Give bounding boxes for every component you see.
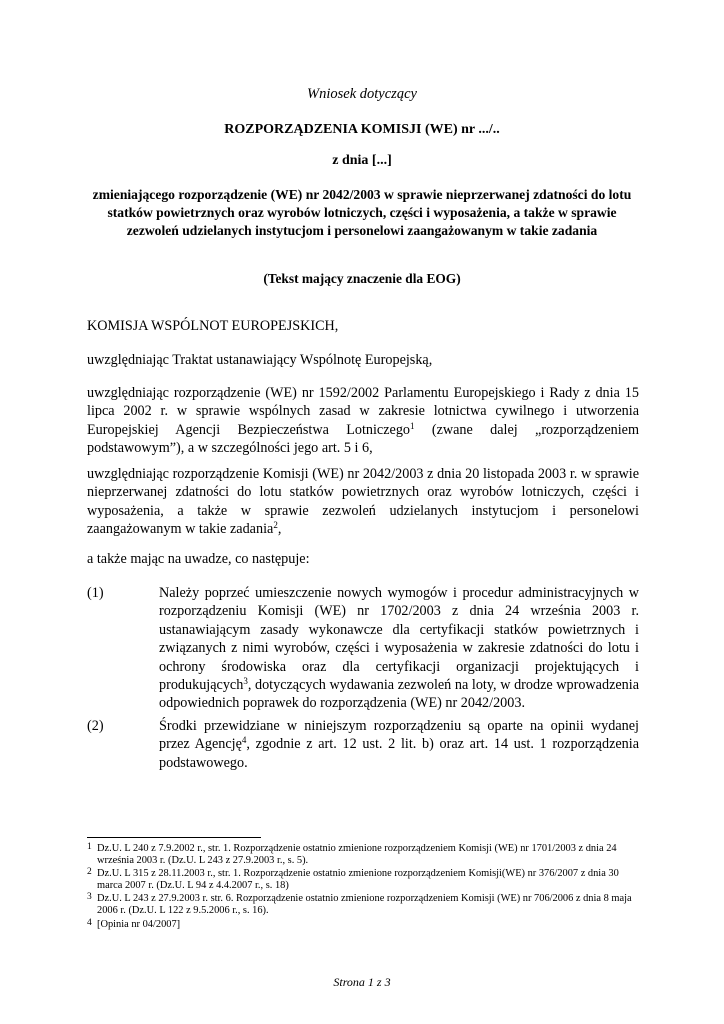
footnote-ref: 4 [241,735,247,746]
footnote-text: Dz.U. L 315 z 28.11.2003 r., str. 1. Rozporządzenie ostatnio zmienione rozporządzeniem Komisji(WE) nr 376/2007 z dnia 30 marca 2007 r. (Dz.U. L 94 z 4.4.2007 r., s. 18) [97,868,619,892]
recital-number: (2) [87,718,104,734]
proposal-intro: Wniosek dotyczący [307,86,417,102]
footnote-text: Dz.U. L 243 z 27.9.2003 r. str. 6. Rozporządzenie ostatnio zmienione rozporządzeniem Komisji (WE) nr 706/2006 z dnia 8 maja 2006 r. (Dz.U. L 122 z 9.5.2006 r., s. 16). [97,893,632,917]
footnote-separator [87,837,261,838]
footnote-text: [Opinia nr 04/2007] [97,919,181,930]
footnote-number: 4 [87,918,92,928]
footnote-number: 1 [87,842,92,852]
citation-text: uwzględniając rozporządzenie (WE) nr 1592/2002 Parlamentu Europejskiego i Rady z dnia 15 lipca 2002 r. w sprawie wspólnych zasad w zakresie lotnictwa cywilnego i utworzenia Europejskiej Agencji Bezpieczeństwa Lotniczego [87,385,639,438]
recital-number: (1) [87,585,104,601]
footnote-text: Dz.U. L 240 z 7.9.2002 r., str. 1. Rozporządzenie ostatnio zmienione rozporządzeniem Komisji (WE) nr 1701/2003 z dnia 24 września 2003 r. (Dz.U. L 243 z 27.9.2003 r., s. 5). [97,843,617,867]
citation-treaty: uwzględniając Traktat ustanawiający Wspólnotę Europejską, [87,352,433,368]
recital-text-end: , zgodnie z art. 12 ust. 2 lit. b) oraz art. 14 ust. 1 rozporządzenia podstawowego. [159,736,639,771]
institution: KOMISJA WSPÓLNOT EUROPEJSKICH, [87,318,339,334]
citation-basic-regulation [87,384,639,458]
whereas-clause: a także mając na uwadze, co następuje: [87,551,310,567]
recital-text [159,584,639,713]
citation-text-end: (zwane dalej „rozporządzeniem podstawowym”), a w szczególności jego art. 5 i 6, [87,421,639,457]
regulation-title: ROZPORZĄDZENIA KOMISJI (WE) nr .../.. [224,122,500,137]
page-number: Strona 1 z 3 [333,975,391,989]
footnote-ref: 1 [410,420,415,431]
recital-text-end: , dotyczących wydawania zezwoleń na loty, w drodze wprowadzenia odpowiednich poprawek do rozporządzenia (WE) nr 2042/2003. [159,677,639,712]
footnote-ref: 2 [273,520,278,531]
footnote-number: 3 [87,892,92,902]
eea-relevance: (Tekst mający znaczenie dla EOG) [263,271,461,286]
footnote-number: 2 [87,867,92,877]
regulation-subject: zmieniającego rozporządzenie (WE) nr 2042/2003 w sprawie nieprzerwanej zdatności do lotu statków powietrznych oraz wyrobów lotniczych, części i wyposażenia, a także w sprawie zezwoleń udzielanych instytucjom i personelowi zaangażowanym w takie zadania [92,187,632,238]
footnote-ref: 3 [243,676,248,687]
citation-regulation-2042 [87,465,639,539]
citation-text: uwzględniając rozporządzenie Komisji (WE) nr 2042/2003 z dnia 20 listopada 2003 r. w sprawie nieprzerwanej zdatności do lotu statków powietrznych oraz wyrobów lotniczych, części i wyposażenia, a także w sprawie zezwoleń udzielanych instytucjom i personelowi zaangażowanym w takie zadania [87,466,639,538]
recital-text-body: Należy poprzeć umieszczenie nowych wymogów i procedur administracyjnych w rozporządzeniu Komisji (WE) nr 1702/2003 z dnia 24 września 2003 r. ustanawiającym zasady wykonawcze dla certyfikacji statków powietrznych i związanych z nimi wyrobów, części i wyposażenia w zakresie zdatności do lotu i ochrony środowiska oraz dla certyfikacji organizacji projektujących i produkujących [159,585,639,694]
recital-text-body: Środki przewidziane w niniejszym rozporządzeniu są oparte na opinii wydanej przez Agencję [159,718,639,753]
citation-text-end: , [277,521,282,538]
regulation-date: z dnia [...] [332,153,392,168]
recital-text [159,717,639,772]
